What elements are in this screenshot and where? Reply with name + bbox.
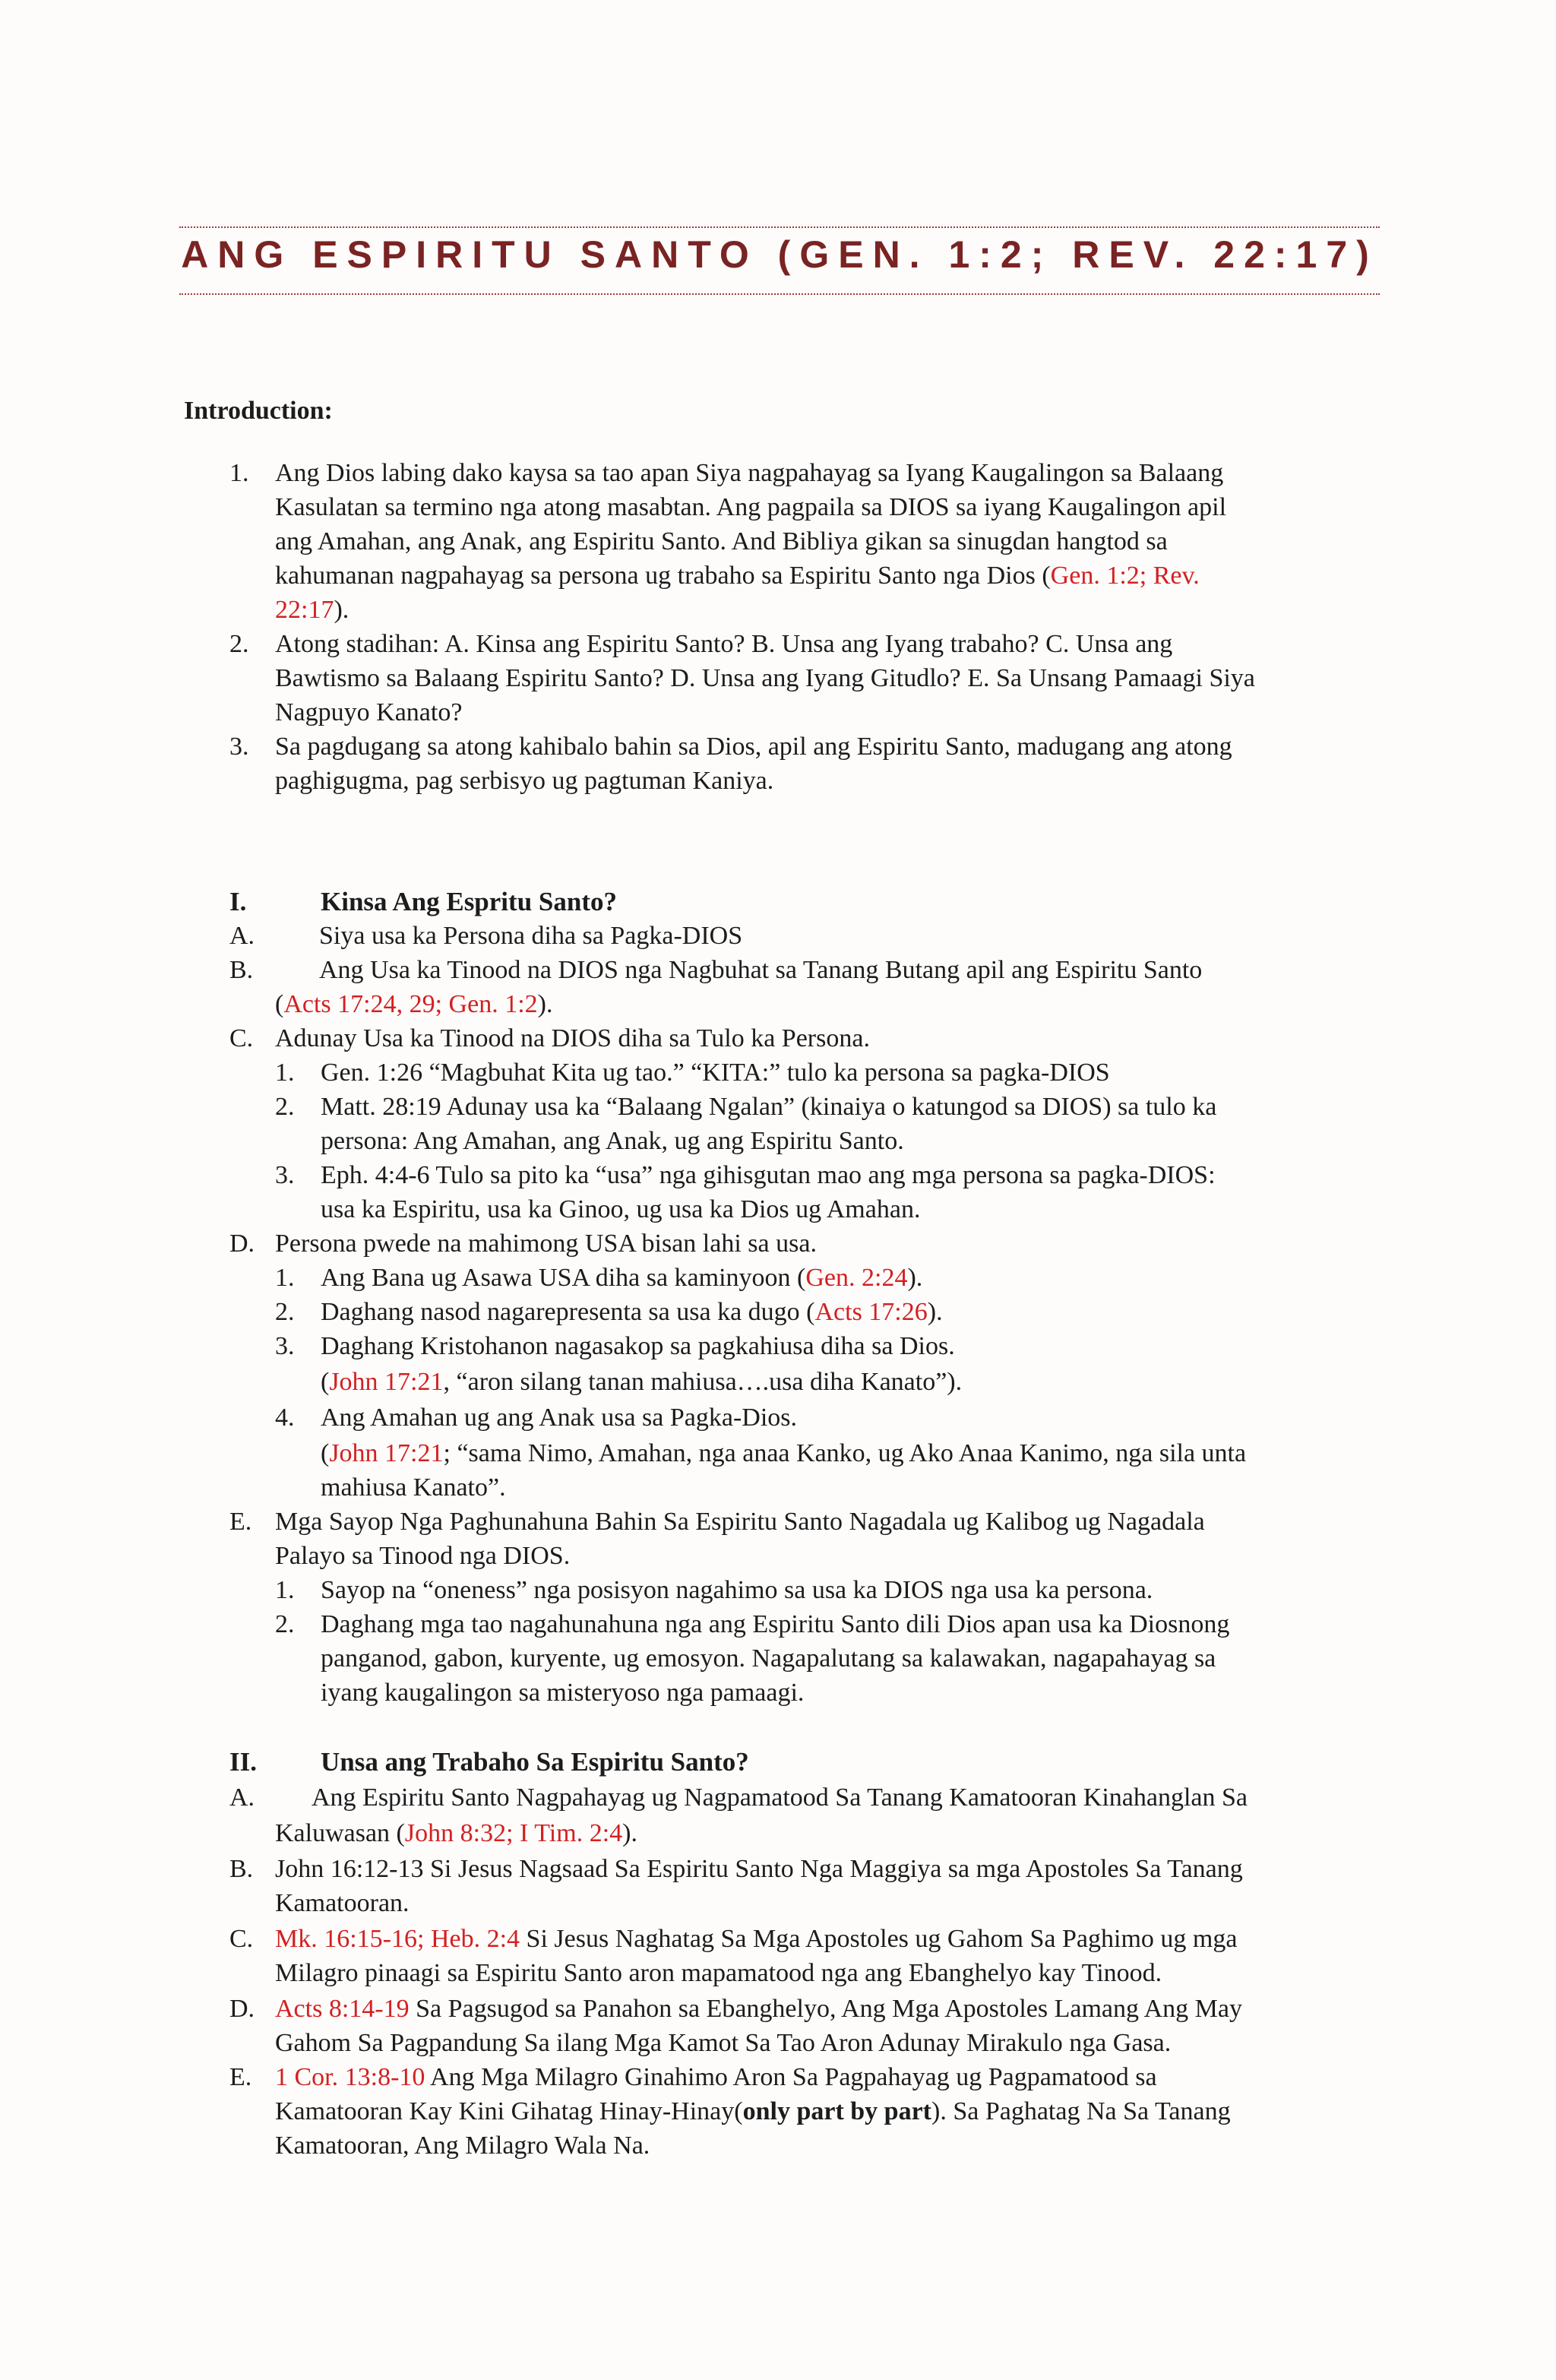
sub-item-text: usa ka Espiritu, usa ka Ginoo, ug usa ka Dios ug Amahan.: [321, 1195, 921, 1223]
item-letter: A.: [229, 1783, 255, 1812]
text-fragment: Ang Bana ug Asawa USA diha sa kaminyoon (: [321, 1264, 806, 1292]
intro-line: Atong stadihan: A. Kinsa ang Espiritu Santo? B. Unsa ang Iyang trabaho? C. Unsa ang: [275, 630, 1173, 658]
text-fragment: (: [321, 1439, 330, 1467]
sub-item-text: [321, 1295, 943, 1329]
sub-item-number: 1.: [275, 1059, 295, 1087]
intro-text: kahumanan nagpahayag sa persona ug trabaho sa Espiritu Santo nga Dios (: [275, 562, 1051, 590]
intro-item-number: 3.: [229, 733, 249, 761]
item-text: Mga Sayop Nga Paghunahuna Bahin Sa Espiritu Santo Nagadala ug Kalibog ug Nagadala: [275, 1508, 1205, 1536]
intro-line: [275, 593, 349, 627]
intro-line: Nagpuyo Kanato?: [275, 698, 463, 726]
section-number: II.: [229, 1747, 257, 1777]
item-letter: E.: [229, 2063, 252, 2091]
item-text: [275, 1992, 1242, 2026]
scripture-reference: Acts 17:26: [814, 1298, 928, 1326]
text-fragment: Ang Mga Milagro Ginahimo Aron Sa Pagpahayag ug Pagpamatood sa: [425, 2063, 1157, 2091]
text-fragment: Kamatooran Kay Kini Gihatag Hinay-Hinay(: [275, 2097, 743, 2125]
intro-line: ang Amahan, ang Anak, ang Espiritu Santo. And Bibliya gikan sa sinugdan hangtod sa: [275, 527, 1168, 555]
item-text: Ang Usa ka Tinood na DIOS nga Nagbuhat sa Tanang Butang apil ang Espiritu Santo: [319, 956, 1203, 984]
sub-item-text: Daghang mga tao nagahunahuna nga ang Espiritu Santo dili Dios apan usa ka Diosnong: [321, 1610, 1230, 1638]
item-text: John 16:12-13 Si Jesus Nagsaad Sa Espiritu Santo Nga Maggiya sa mga Apostoles Sa Tanang: [275, 1855, 1243, 1883]
item-text: [275, 987, 552, 1021]
scripture-reference: 1 Cor. 13:8-10: [275, 2063, 425, 2091]
scripture-reference: Acts 8:14-19: [275, 1995, 410, 2023]
scripture-reference: Gen. 2:24: [805, 1264, 908, 1292]
item-letter: A.: [229, 922, 255, 950]
scripture-reference: Acts 17:24, 29; Gen. 1:2: [283, 990, 538, 1018]
item-text: Kamatooran.: [275, 1889, 410, 1917]
sub-item-text: [321, 1436, 1246, 1470]
sub-item-text: Gen. 1:26 “Magbuhat Kita ug tao.” “KITA:” tulo ka persona sa pagka-DIOS: [321, 1059, 1110, 1087]
item-text: [275, 1816, 637, 1850]
item-text: Siya usa ka Persona diha sa Pagka-DIOS: [319, 922, 743, 950]
intro-line: [275, 559, 1200, 593]
section-heading: Kinsa Ang Espritu Santo?: [321, 887, 617, 916]
intro-heading: Introduction:: [184, 397, 333, 425]
scripture-reference: John 17:21: [329, 1439, 444, 1467]
intro-line: Kasulatan sa termino nga atong masabtan. Ang pagpaila sa DIOS sa iyang Kaugalingon apil: [275, 493, 1227, 521]
text-fragment: ).: [537, 990, 553, 1018]
item-letter: B.: [229, 956, 254, 984]
scripture-reference: 22:17: [275, 596, 334, 624]
intro-text: ).: [334, 596, 349, 624]
section-heading: Unsa ang Trabaho Sa Espiritu Santo?: [321, 1747, 749, 1777]
text-fragment: Sa Pagsugod sa Panahon sa Ebanghelyo, Ang Mga Apostoles Lamang Ang May: [409, 1995, 1242, 2023]
item-text: Ang Espiritu Santo Nagpahayag ug Nagpamatood Sa Tanang Kamatooran Kinahanglan Sa: [312, 1783, 1248, 1812]
sub-item-text: [321, 1365, 962, 1399]
sub-item-number: 3.: [275, 1161, 295, 1189]
intro-line: Bawtismo sa Balaang Espiritu Santo? D. Unsa ang Iyang Gitudlo? E. Sa Unsang Pamaagi Siya: [275, 664, 1255, 692]
item-text: Gahom Sa Pagpandung Sa ilang Mga Kamot Sa Tao Aron Adunay Mirakulo nga Gasa.: [275, 2029, 1172, 2057]
sub-item-text: iyang kaugalingon sa misteryoso nga pamaagi.: [321, 1679, 805, 1707]
item-letter: D.: [229, 1230, 255, 1258]
section-number: I.: [229, 887, 247, 916]
item-text: [275, 2094, 1231, 2128]
sub-item-text: Ang Amahan ug ang Anak usa sa Pagka-Dios.: [321, 1404, 798, 1432]
sub-item-number: 4.: [275, 1404, 295, 1432]
item-letter: E.: [229, 1508, 252, 1536]
text-fragment: ; “sama Nimo, Amahan, nga anaa Kanko, ug Ako Anaa Kanimo, nga sila unta: [443, 1439, 1247, 1467]
text-fragment: (: [321, 1368, 330, 1396]
intro-line: Ang Dios labing dako kaysa sa tao apan Siya nagpahayag sa Iyang Kaugalingon sa Balaang: [275, 459, 1224, 487]
page-title: ANG ESPIRITU SANTO (GEN. 1:2; REV. 22:17): [181, 233, 1378, 276]
text-fragment: ).: [622, 1819, 637, 1847]
sub-item-number: 2.: [275, 1610, 295, 1638]
sub-item-text: Eph. 4:4-6 Tulo sa pito ka “usa” nga gihisgutan mao ang mga persona sa pagka-DIOS:: [321, 1161, 1216, 1189]
sub-item-text: [321, 1261, 922, 1295]
text-fragment: Kaluwasan (: [275, 1819, 405, 1847]
bold-text: only part by part: [742, 2097, 932, 2125]
scripture-reference: Mk. 16:15-16; Heb. 2:4: [275, 1925, 520, 1953]
intro-line: Sa pagdugang sa atong kahibalo bahin sa Dios, apil ang Espiritu Santo, madugang ang atong: [275, 733, 1232, 761]
intro-line: paghigugma, pag serbisyo ug pagtuman Kaniya.: [275, 767, 774, 795]
scripture-reference: Gen. 1:2; Rev.: [1050, 562, 1200, 590]
title-top-rule: [179, 226, 1380, 228]
text-fragment: ).: [927, 1298, 943, 1326]
item-text: [275, 2060, 1157, 2094]
item-letter: C.: [229, 1024, 254, 1052]
text-fragment: ). Sa Paghatag Na Sa Tanang: [931, 2097, 1231, 2125]
item-letter: B.: [229, 1855, 254, 1883]
item-letter: C.: [229, 1925, 254, 1953]
text-fragment: (: [275, 990, 284, 1018]
sub-item-text: panganod, gabon, kuryente, ug emosyon. Nagapalutang sa kalawakan, nagapahayag sa: [321, 1644, 1216, 1673]
item-letter: D.: [229, 1995, 255, 2023]
text-fragment: ).: [907, 1264, 923, 1292]
sub-item-number: 1.: [275, 1576, 295, 1604]
item-text: Adunay Usa ka Tinood na DIOS diha sa Tulo ka Persona.: [275, 1024, 870, 1052]
sub-item-number: 2.: [275, 1093, 295, 1121]
scripture-reference: John 8:32; I Tim. 2:4: [404, 1819, 623, 1847]
sub-item-number: 3.: [275, 1332, 295, 1360]
item-text: [275, 1922, 1237, 1956]
sub-item-text: Matt. 28:19 Adunay usa ka “Balaang Ngalan” (kinaiya o katungod sa DIOS) sa tulo ka: [321, 1093, 1217, 1121]
scripture-reference: John 17:21: [329, 1368, 444, 1396]
sub-item-text: Daghang Kristohanon nagasakop sa pagkahiusa diha sa Dios.: [321, 1332, 955, 1360]
text-fragment: , “aron silang tanan mahiusa….usa diha Kanato”).: [443, 1368, 963, 1396]
item-text: Palayo sa Tinood nga DIOS.: [275, 1542, 571, 1570]
text-fragment: Si Jesus Naghatag Sa Mga Apostoles ug Gahom Sa Paghimo ug mga: [520, 1925, 1238, 1953]
sub-item-text: Sayop na “oneness” nga posisyon nagahimo sa usa ka DIOS nga usa ka persona.: [321, 1576, 1153, 1604]
item-text: Persona pwede na mahimong USA bisan lahi sa usa.: [275, 1230, 817, 1258]
item-text: Milagro pinaagi sa Espiritu Santo aron mapamatood nga ang Ebanghelyo kay Tinood.: [275, 1959, 1162, 1987]
sub-item-number: 1.: [275, 1264, 295, 1292]
intro-item-number: 1.: [229, 459, 249, 487]
sub-item-number: 2.: [275, 1298, 295, 1326]
title-bottom-rule: [179, 293, 1380, 295]
intro-item-number: 2.: [229, 630, 249, 658]
sub-item-text: mahiusa Kanato”.: [321, 1473, 506, 1502]
text-fragment: Daghang nasod nagarepresenta sa usa ka dugo (: [321, 1298, 815, 1326]
item-text: Kamatooran, Ang Milagro Wala Na.: [275, 2132, 650, 2160]
sub-item-text: persona: Ang Amahan, ang Anak, ug ang Espiritu Santo.: [321, 1127, 904, 1155]
